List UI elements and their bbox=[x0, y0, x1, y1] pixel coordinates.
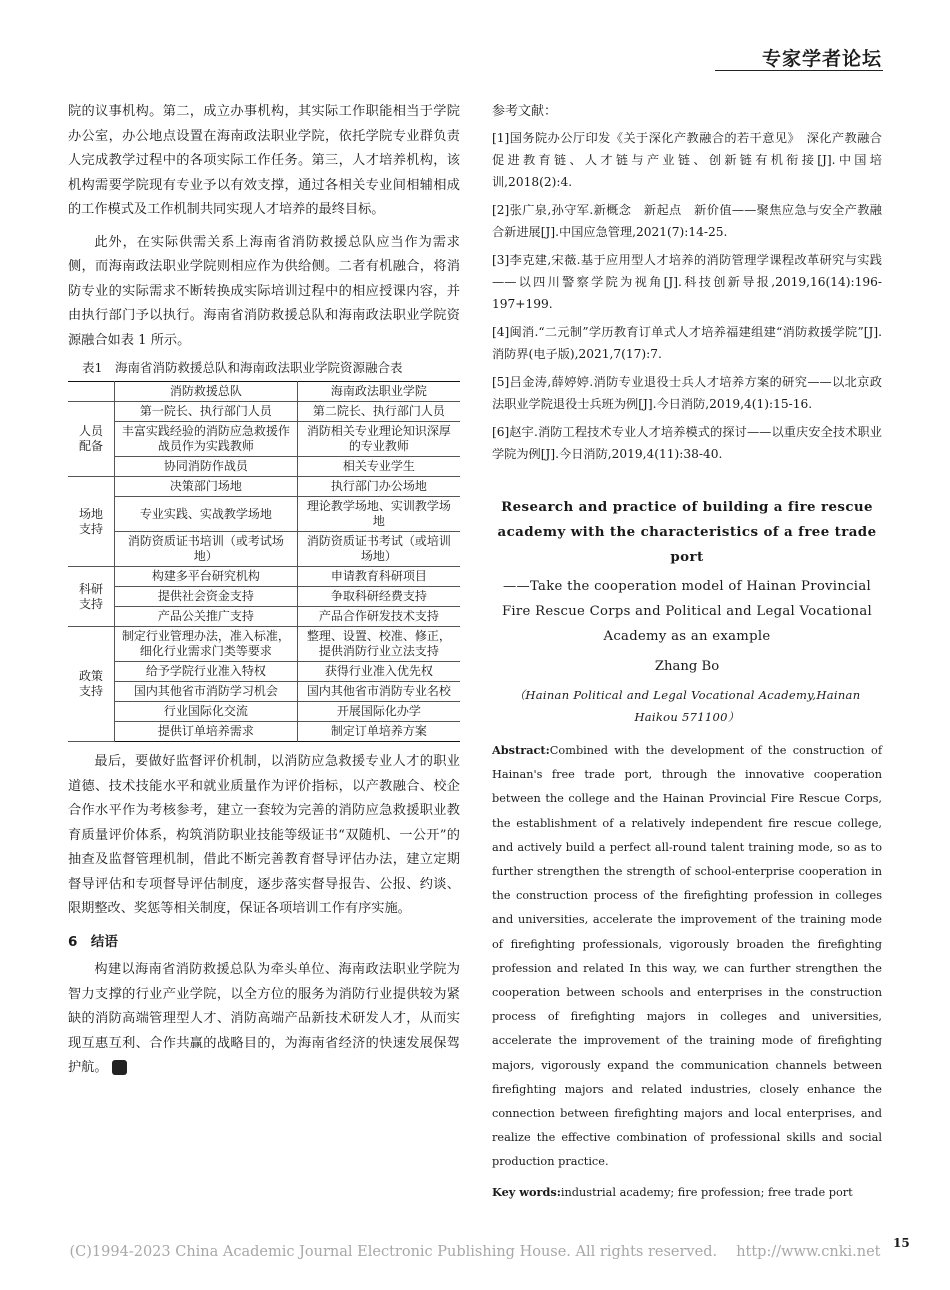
table-row bbox=[68, 702, 460, 722]
table-cell: 给予学院行业准入特权 bbox=[115, 662, 298, 682]
table-cell: 理论教学场地、实训教学场地 bbox=[297, 497, 460, 532]
copyright-watermark: (C)1994-2023 China Academic Journal Electronic Publishing House. All rights reserved. http://www.cnki.net bbox=[69, 1244, 881, 1260]
english-subtitle: ——Take the cooperation model of Hainan Provincial Fire Rescue Corps and Political and Legal Vocational Academy as an example bbox=[501, 579, 873, 644]
table-cell: 丰富实践经验的消防应急救援作战员作为实践教师 bbox=[115, 422, 298, 457]
reference-item: [6]赵宇.消防工程技术专业人才培养模式的探讨——以重庆安全技术职业学院为例[J].今日消防,2019,4(11):38-40. bbox=[492, 425, 882, 461]
table-group-label: 科研支持 bbox=[68, 567, 115, 627]
table-row bbox=[68, 477, 460, 497]
reference-item: [3]李克建,宋薇.基于应用型人才培养的消防管理学课程改革研究与实践——以四川警察学院为视角[J].科技创新导报,2019,16(14):196-197+199. bbox=[492, 253, 882, 311]
table-cell: 第一院长、执行部门人员 bbox=[115, 402, 298, 422]
section-heading-conclusion: 6 结语 bbox=[68, 933, 118, 950]
references-heading: 参考文献： bbox=[492, 104, 558, 119]
table-group-label: 政策支持 bbox=[68, 627, 115, 742]
table-cell: 消防资质证书考试（或培训场地） bbox=[297, 532, 460, 567]
table-corner-cell bbox=[68, 382, 115, 402]
article-end-icon: G bbox=[112, 1060, 127, 1075]
table-row bbox=[68, 567, 460, 587]
table-cell: 消防资质证书培训（或考试场地） bbox=[115, 532, 298, 567]
table-header-row bbox=[68, 382, 460, 402]
references-list bbox=[492, 127, 895, 465]
paragraph-2: 此外，在实际供需关系上海南省消防救援总队应当作为需求侧，而海南政法职业学院则相应作为供给侧。二者有机融合，将消防专业的实际需求不断转换成实际培训过程中的相应授课内容，并由执行部门予以执行。海南省消防救援总队和海南政法职业学院资源融合如表 1 所示。 bbox=[68, 234, 460, 348]
table-cell: 制定订单培养方案 bbox=[297, 722, 460, 742]
table-header-cell: 消防救援总队 bbox=[115, 382, 298, 402]
paragraph-1: 院的议事机构。第二，成立办事机构，其实际工作职能相当于学院办公室，办公地点设置在海南政法职业学院，依托学院专业群负责人完成教学过程中的各项实际工作任务。第三，人才培养机构，该机构需要学院现有专业予以有效支撑，通过各相关专业间相辅相成的工作模式及工作机制共同实现人才培养的最终目标。 bbox=[68, 104, 460, 217]
table-row bbox=[68, 722, 460, 742]
keywords-label: Key words: bbox=[492, 1184, 561, 1199]
table-cell: 产品合作研发技术支持 bbox=[297, 607, 460, 627]
table-cell: 争取科研经费支持 bbox=[297, 587, 460, 607]
table-cell: 协同消防作战员 bbox=[115, 457, 298, 477]
table-cell: 构建多平台研究机构 bbox=[115, 567, 298, 587]
table-row bbox=[68, 587, 460, 607]
table-cell: 行业国际化交流 bbox=[115, 702, 298, 722]
table-row bbox=[68, 402, 460, 422]
table-row bbox=[68, 457, 460, 477]
table-cell: 相关专业学生 bbox=[297, 457, 460, 477]
table-cell: 执行部门办公场地 bbox=[297, 477, 460, 497]
english-abstract bbox=[492, 738, 882, 1175]
right-column bbox=[492, 100, 895, 1204]
table-cell: 提供订单培养需求 bbox=[115, 722, 298, 742]
table-cell: 申请教育科研项目 bbox=[297, 567, 460, 587]
reference-item: [2]张广泉,孙守军.新概念 新起点 新价值——聚焦应急与安全产教融合新进展[J].中国应急管理,2021(7):14-25. bbox=[492, 203, 882, 239]
table-header-cell: 海南政法职业学院 bbox=[297, 382, 460, 402]
table-cell: 国内其他省市消防专业名校 bbox=[297, 682, 460, 702]
abstract-text: Combined with the development of the construction of Hainan's free trade port, through the innovative cooperation between the college and the Hainan Provincial Fire Rescue Corps, the establishment of a relatively independent fire rescue college, and actively build a perfect all-round talent training mode, so as to further strengthen the strength of school-enterprise cooperation in the construction process of the firefighting profession in colleges and universities, accelerate the improvement of the training mode of firefighting professionals, vigorously broaden the firefighting profession and related In this way, we can further strengthen the cooperation between schools and enterprises in the construction process of firefighting majors in colleges and universities, accelerate the improvement of the training mode of firefighting majors, vigorously expand the communication channels between firefighting majors and related industries, closely enhance the connection between firefighting majors and local enterprises, and realize the effective combination of professional skills and social production practice. bbox=[492, 744, 882, 1169]
table-caption: 表1 海南省消防救援总队和海南政法职业学院资源融合表 bbox=[82, 360, 403, 375]
table-cell: 整理、设置、校准、修正，提供消防行业立法支持 bbox=[297, 627, 460, 662]
table-cell: 决策部门场地 bbox=[115, 477, 298, 497]
table-row bbox=[68, 662, 460, 682]
resource-fusion-table bbox=[68, 381, 460, 742]
table-cell: 专业实践、实战教学场地 bbox=[115, 497, 298, 532]
left-column bbox=[68, 100, 460, 1081]
keywords-text: industrial academy; fire profession; free trade port bbox=[560, 1185, 853, 1199]
reference-item: [5]吕金涛,薛婷婷.消防专业退役士兵人才培养方案的研究——以北京政法职业学院退役士兵班为例[J].今日消防,2019,4(1):15-16. bbox=[492, 375, 882, 411]
table-row bbox=[68, 682, 460, 702]
journal-column-title: 专家学者论坛 bbox=[761, 48, 882, 70]
table-row bbox=[68, 532, 460, 567]
table-group-label: 人员配备 bbox=[68, 402, 115, 477]
paragraph-4-text: 构建以海南省消防救援总队为牵头单位、海南政法职业学院为智力支撑的行业产业学院，以全方位的服务为消防行业提供较为紧缺的消防高端管理型人才、消防高端产品新技术研发人才，从而实现互惠互利、合作共赢的战略目的，为海南省经济的快速发展保驾护航。 bbox=[68, 962, 460, 1075]
table-cell: 提供社会资金支持 bbox=[115, 587, 298, 607]
table-cell: 国内其他省市消防学习机会 bbox=[115, 682, 298, 702]
page-number: 15 bbox=[893, 1236, 910, 1250]
english-keywords bbox=[492, 1181, 882, 1204]
table-cell: 开展国际化办学 bbox=[297, 702, 460, 722]
english-title: Research and practice of building a fire rescue academy with the characteristics of a free trade port bbox=[497, 499, 877, 565]
paragraph-4 bbox=[68, 958, 460, 1081]
english-affiliation: （Hainan Political and Legal Vocational Academy,Hainan Haikou 571100） bbox=[513, 688, 861, 724]
table-cell: 产品公关推广支持 bbox=[115, 607, 298, 627]
table-cell: 获得行业准入优先权 bbox=[297, 662, 460, 682]
table-group-label: 场地支持 bbox=[68, 477, 115, 567]
english-author: Zhang Bo bbox=[654, 659, 720, 674]
table-row bbox=[68, 607, 460, 627]
table-row bbox=[68, 627, 460, 662]
reference-item: [1]国务院办公厅印发《关于深化产教融合的若干意见》 深化产教融合 促进教育链、人才链与产业链、创新链有机衔接[J].中国培训,2018(2):4. bbox=[492, 131, 895, 189]
table-cell: 第二院长、执行部门人员 bbox=[297, 402, 460, 422]
table-cell: 消防相关专业理论知识深厚的专业教师 bbox=[297, 422, 460, 457]
table-cell: 制定行业管理办法，准入标准，细化行业需求门类等要求 bbox=[115, 627, 298, 662]
table-row bbox=[68, 497, 460, 532]
abstract-label: Abstract: bbox=[492, 743, 550, 757]
paragraph-3: 最后，要做好监督评价机制，以消防应急救援专业人才的职业道德、技术技能水平和就业质量作为评价指标，以产教融合、校企合作水平作为考核参考，建立一套较为完善的消防应急救援职业教育质量评价体系，构筑消防职业技能等级证书“双随机、一公开”的抽查及监督管理机制，借此不断完善教育督导评估办法，建立定期督导评估和专项督导评估制度，逐步落实督导报告、公报、约谈、限期整改、奖惩等相关制度，保证各项培训工作有序实施。 bbox=[68, 754, 460, 916]
reference-item: [4]闽消.“二元制”学历教育订单式人才培养福建组建“消防救援学院”[J].消防界(电子版),2021,7(17):7. bbox=[492, 325, 882, 361]
header-rule bbox=[715, 70, 883, 71]
table-row bbox=[68, 422, 460, 457]
